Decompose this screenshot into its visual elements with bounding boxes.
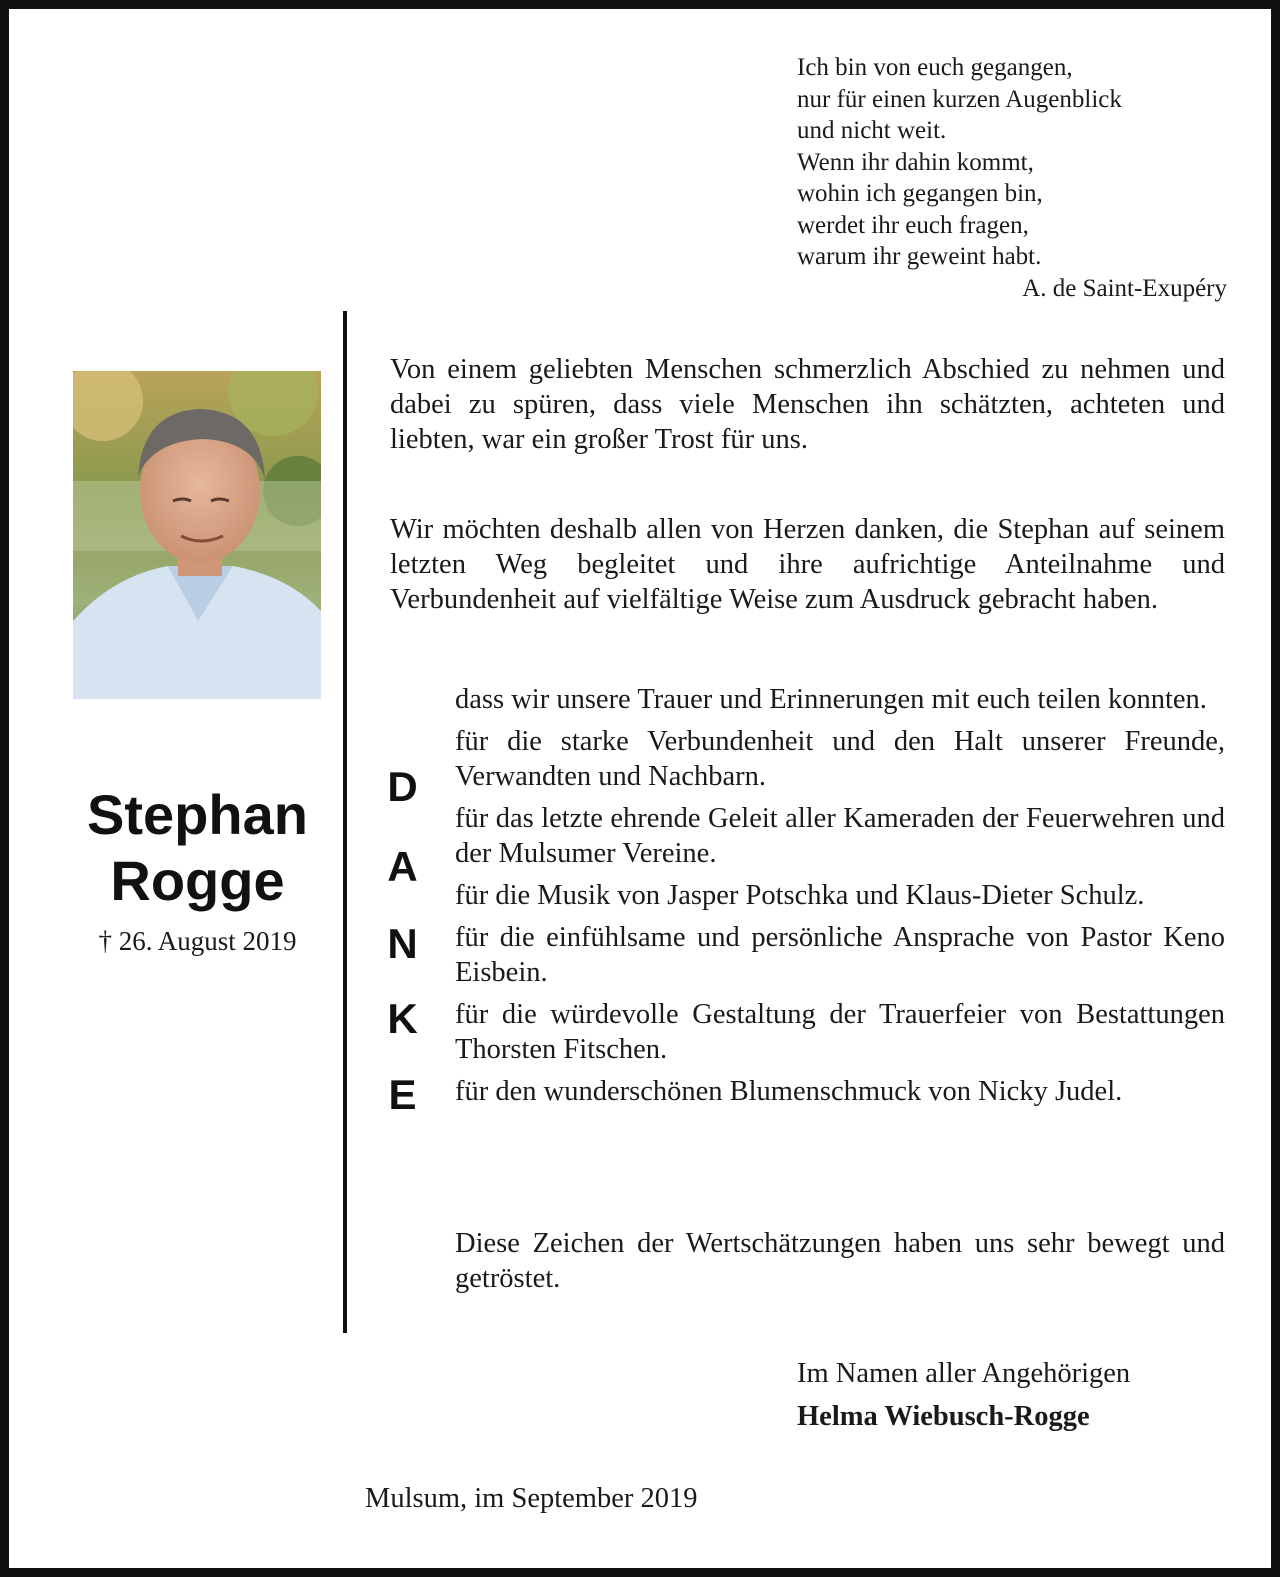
signature-block	[797, 1352, 1237, 1438]
quote-line: wohin ich gegangen bin,	[797, 180, 1043, 207]
closing-sentence: Diese Zeichen der Wertschätzungen haben uns sehr bewegt und getröstet.	[455, 1228, 1225, 1294]
portrait-photo	[73, 371, 321, 699]
danke-letter: N	[387, 920, 418, 967]
quote-line: warum ihr geweint habt.	[797, 243, 1042, 270]
list-item: für den wunderschönen Blumenschmuck von Nicky Judel.	[455, 1076, 1123, 1107]
paragraph-farewell: Von einem geliebten Menschen schmerzlich Abschied zu nehmen und dabei zu spüren, dass viele Menschen ihn schätzten, achteten und liebten, war ein großer Trost für uns.	[390, 354, 1225, 455]
danke-letter: K	[387, 995, 418, 1042]
vertical-divider	[343, 311, 347, 1333]
list-item: für die einfühlsame und persönliche Ansprache von Pastor Keno Eisbein.	[455, 922, 1225, 988]
place-date: Mulsum, im September 2019	[365, 1483, 698, 1514]
list-item: für die würdevolle Gestaltung der Trauerfeier von Bestattungen Thorsten Fitschen.	[455, 999, 1225, 1065]
quote-line: und nicht weit.	[797, 117, 947, 144]
danke-letter: E	[388, 1071, 417, 1118]
quote-author: A. de Saint-Exupéry	[1022, 274, 1227, 302]
first-name: Stephan	[87, 783, 308, 846]
quote-line: Ich bin von euch gegangen,	[797, 54, 1073, 81]
quote-line: werdet ihr euch fragen,	[797, 211, 1029, 239]
death-date: † 26. August 2019	[98, 926, 297, 956]
list-item: für die Musik von Jasper Potschka und Klaus-Dieter Schulz.	[455, 880, 1145, 911]
paragraph-thanks: Wir möchten deshalb allen von Herzen danken, die Stephan auf seinem letzten Weg begleitet und ihre aufrichtige Anteilnahme und Verbundenheit auf vielfältige Weise zum Ausdruck gebracht haben.	[390, 514, 1225, 615]
danke-list	[455, 682, 1225, 1116]
signature-name: Helma Wiebusch-Rogge	[797, 1401, 1090, 1432]
deceased-name	[40, 782, 355, 914]
danke-letter: A	[387, 843, 418, 890]
signature-line: Im Namen aller Angehörigen	[797, 1358, 1131, 1389]
last-name: Rogge	[110, 849, 285, 912]
quote-line: nur für einen kurzen Augenblick	[797, 85, 1122, 113]
quote-line: Wenn ihr dahin kommt,	[797, 148, 1034, 176]
list-item: für die starke Verbundenheit und den Halt unserer Freunde, Verwandten und Nachbarn.	[455, 726, 1225, 792]
list-item: für das letzte ehrende Geleit aller Kameraden der Feuerwehren und der Mulsumer Vereine.	[455, 803, 1225, 869]
list-item: dass wir unsere Trauer und Erinnerungen mit euch teilen konnten.	[455, 684, 1207, 715]
danke-letter: D	[387, 763, 418, 810]
poem-quote	[797, 52, 1227, 304]
